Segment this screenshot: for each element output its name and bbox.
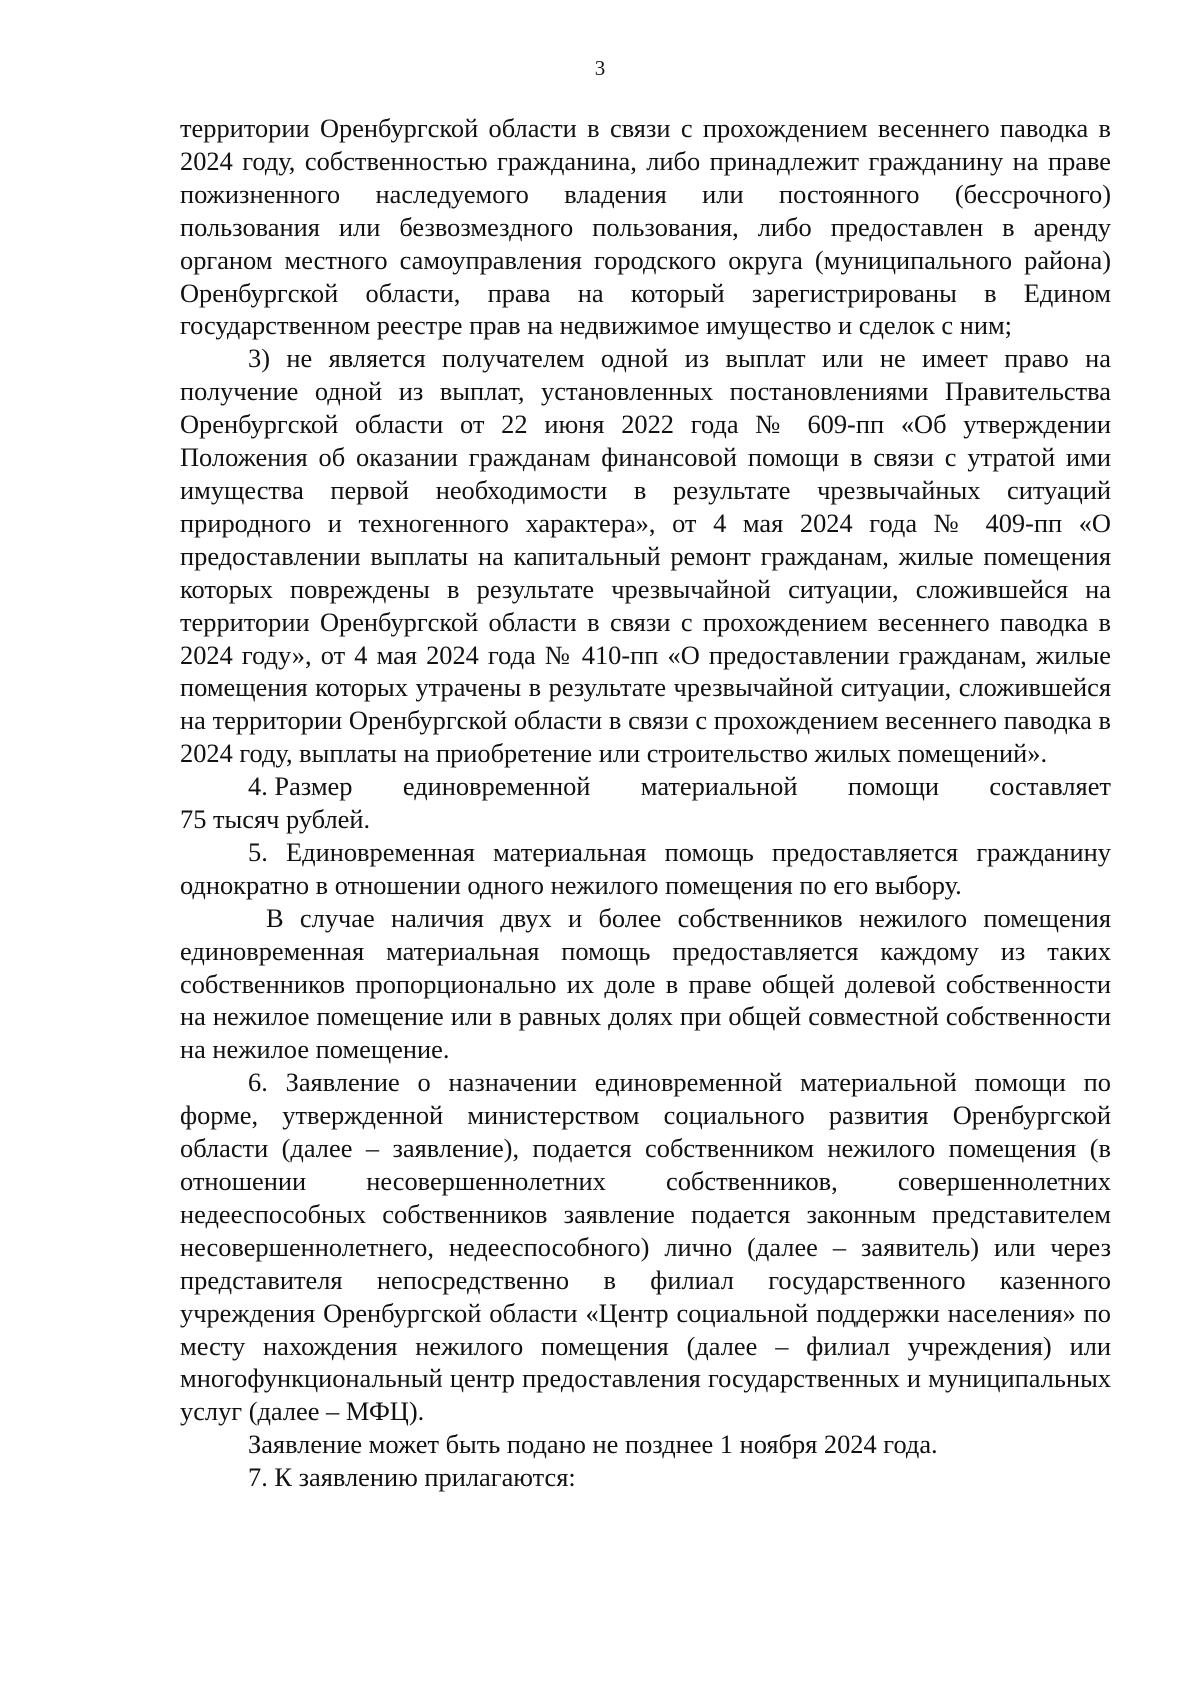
page-number: 3 xyxy=(594,56,606,80)
paragraph-item-5: 5. Единовременная материальная помощь предоставляется гражданину однократно в отношении одного нежилого помещения по его выбору. xyxy=(180,836,1111,900)
item-4-word: материальной xyxy=(640,771,798,802)
item-4-word: 4. Размер xyxy=(248,771,353,802)
document-body xyxy=(180,112,1111,1494)
paragraph-co-owners: В случае наличия двух и более собственников нежилого помещения единовременная материальная помощь предоставляется каждому из таких собственников пропорционально их доле в праве общей долевой собственности на нежилое помещение или в равных долях при общей совместной собственности на нежилое помещение. xyxy=(180,902,1111,1065)
paragraph-item-7: 7. К заявлению прилагаются: xyxy=(248,1462,576,1493)
paragraph-item-3: 3) не является получателем одной из выплат или не имеет право на получение одной из выплат, установленных постановлениями Правительства Оренбургской области от 22 июня 2022 года № 609-пп «Об утверждении Положения об оказании гражданам финансовой помощи в связи с утратой ими имущества первой необходимости в результате чрезвычайных ситуаций природного и техногенного характера», от 4 мая 2024 года № 409-пп «О предоставлении выплаты на капитальный ремонт гражданам, жилые помещения которых повреждены в результате чрезвычайной ситуации, сложившейся на территории Оренбургской области в связи с прохождением весеннего паводка в 2024 году», от 4 мая 2024 года № 410-пп «О предоставлении гражданам, жилые помещения которых утрачены в результате чрезвычайной ситуации, сложившейся на территории Оренбургской области в связи с прохождением весеннего паводка в 2024 году, выплаты на приобретение или строительство жилых помещений». xyxy=(180,343,1111,769)
item-4-word: составляет xyxy=(989,771,1111,802)
paragraph-deadline: Заявление может быть подано не позднее 1 ноября 2024 года. xyxy=(248,1429,938,1460)
paragraph-continuation: территории Оренбургской области в связи с прохождением весеннего паводка в 2024 году, собственностью гражданина, либо принадлежит гражданину на праве пожизненного наследуемого владения или постоянного (бессрочного) пользования или безвозмездного пользования, либо предоставлен в аренду органом местного самоуправления городского округа (муниципального района) Оренбургской области, права на который зарегистрированы в Едином государственном реестре прав на недвижимое имущество и сделок с ним; xyxy=(180,113,1111,341)
paragraph-item-6: 6. Заявление о назначении единовременной материальной помощи по форме, утвержденной министерством социального развития Оренбургской области (далее – заявление), подается собственником нежилого помещения (в отношении несовершеннолетних собственников, совершеннолетних недееспособных собственников заявление подается законным представителем несовершеннолетнего, недееспособного) лично (далее – заявитель) или через представителя непосредственно в филиал государственного казенного учреждения Оренбургской области «Центр социальной поддержки населения» по месту нахождения нежилого помещения (далее – филиал учреждения) или многофункциональный центр предоставления государственных и муниципальных услуг (далее – МФЦ). xyxy=(180,1067,1111,1427)
paragraph-item-4-tail: 75 тысяч рублей. xyxy=(180,804,371,835)
item-4-word: единовременной xyxy=(402,771,591,802)
item-4-word: помощи xyxy=(847,771,940,802)
paragraph-item-4-first-line xyxy=(180,770,1111,803)
